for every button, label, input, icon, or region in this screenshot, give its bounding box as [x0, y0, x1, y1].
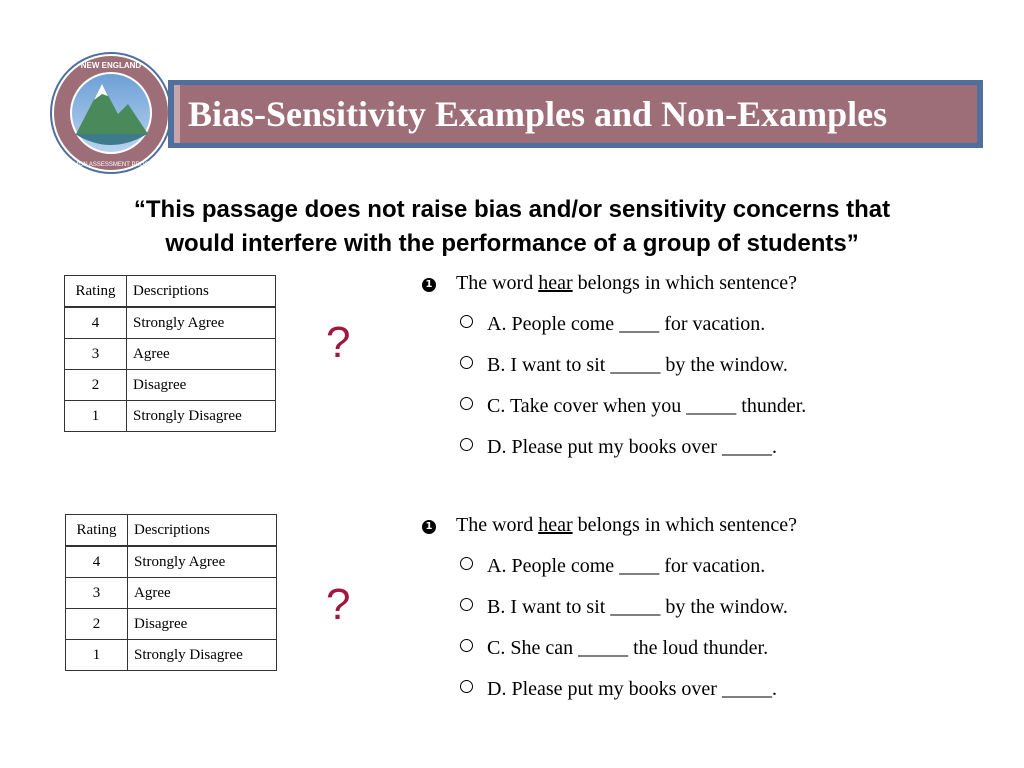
option-text: C. She can _____ the loud thunder.	[487, 637, 769, 659]
option-text: D. Please put my books over _____.	[487, 436, 777, 458]
radio-circle-icon	[460, 315, 473, 328]
title-inner	[174, 85, 977, 143]
prompt-word: hear	[538, 272, 573, 294]
radio-circle-icon	[460, 680, 473, 693]
description-cell: Strongly Agree	[127, 307, 276, 339]
table-header-descriptions: Descriptions	[127, 276, 276, 308]
description-cell: Disagree	[127, 370, 276, 401]
answer-option	[460, 436, 777, 459]
table-header-rating: Rating	[66, 515, 128, 547]
description-cell: Disagree	[128, 609, 277, 640]
table-row	[66, 609, 277, 640]
rating-cell: 1	[66, 640, 128, 671]
slide-title: Bias-Sensitivity Examples and Non-Examples	[188, 94, 888, 134]
question-mark-2: ?	[326, 580, 351, 629]
option-text: C. Take cover when you _____ thunder.	[487, 395, 807, 417]
table-row	[66, 578, 277, 609]
logo-text: NEW ENGLAND	[80, 61, 142, 70]
table-row	[66, 546, 277, 578]
table-row	[65, 307, 276, 339]
number-bullet-icon: 1	[422, 278, 436, 292]
radio-circle-icon	[460, 598, 473, 611]
answer-option	[460, 555, 765, 578]
question-prompt	[422, 272, 797, 295]
quote-line-2: would interfere with the performance of a group of students”	[165, 230, 859, 257]
option-text: B. I want to sit _____ by the window.	[487, 596, 788, 618]
radio-circle-icon	[460, 639, 473, 652]
option-text: A. People come ____ for vacation.	[487, 555, 766, 577]
table-row	[66, 640, 277, 671]
neca-logo	[50, 52, 172, 174]
answer-option	[460, 395, 806, 418]
answer-option	[460, 637, 768, 660]
rating-table-1	[64, 275, 276, 432]
prompt-pre: The word	[456, 514, 539, 536]
answer-option	[460, 313, 765, 336]
table-header-descriptions: Descriptions	[128, 515, 277, 547]
quote-line-1: “This passage does not raise bias and/or sensitivity concerns that	[133, 196, 891, 223]
rating-cell: 3	[65, 339, 127, 370]
option-text: A. People come ____ for vacation.	[487, 313, 766, 335]
option-text: D. Please put my books over _____.	[487, 678, 777, 700]
description-cell: Agree	[128, 578, 277, 609]
prompt-post: belongs in which sentence?	[572, 272, 797, 294]
rating-cell: 2	[65, 370, 127, 401]
table-header-rating: Rating	[65, 276, 127, 308]
description-cell: Strongly Disagree	[127, 401, 276, 432]
question-mark-1: ?	[326, 318, 351, 367]
table-row	[65, 401, 276, 432]
rating-cell: 4	[65, 307, 127, 339]
rating-cell: 2	[66, 609, 128, 640]
radio-circle-icon	[460, 397, 473, 410]
description-cell: Strongly Agree	[128, 546, 277, 578]
radio-circle-icon	[460, 356, 473, 369]
option-text: B. I want to sit _____ by the window.	[487, 354, 788, 376]
title-strip	[174, 85, 180, 143]
rating-cell: 4	[66, 546, 128, 578]
description-cell: Agree	[127, 339, 276, 370]
prompt-post: belongs in which sentence?	[572, 514, 797, 536]
title-bar	[168, 80, 983, 148]
prompt-word: hear	[538, 514, 573, 536]
description-cell: Strongly Disagree	[128, 640, 277, 671]
radio-circle-icon	[460, 557, 473, 570]
table-row	[65, 339, 276, 370]
svg-text:COMMON ASSESSMENT PROGRAM: COMMON ASSESSMENT PROGRAM	[59, 162, 163, 168]
answer-option	[460, 354, 788, 377]
answer-option	[460, 596, 788, 619]
rating-table-2	[65, 514, 277, 671]
table-row	[65, 370, 276, 401]
rating-cell: 1	[65, 401, 127, 432]
rating-cell: 3	[66, 578, 128, 609]
question-prompt	[422, 514, 797, 537]
radio-circle-icon	[460, 438, 473, 451]
quote-text	[30, 193, 994, 261]
prompt-pre: The word	[456, 272, 539, 294]
answer-option	[460, 678, 777, 701]
number-bullet-icon: 1	[422, 520, 436, 534]
